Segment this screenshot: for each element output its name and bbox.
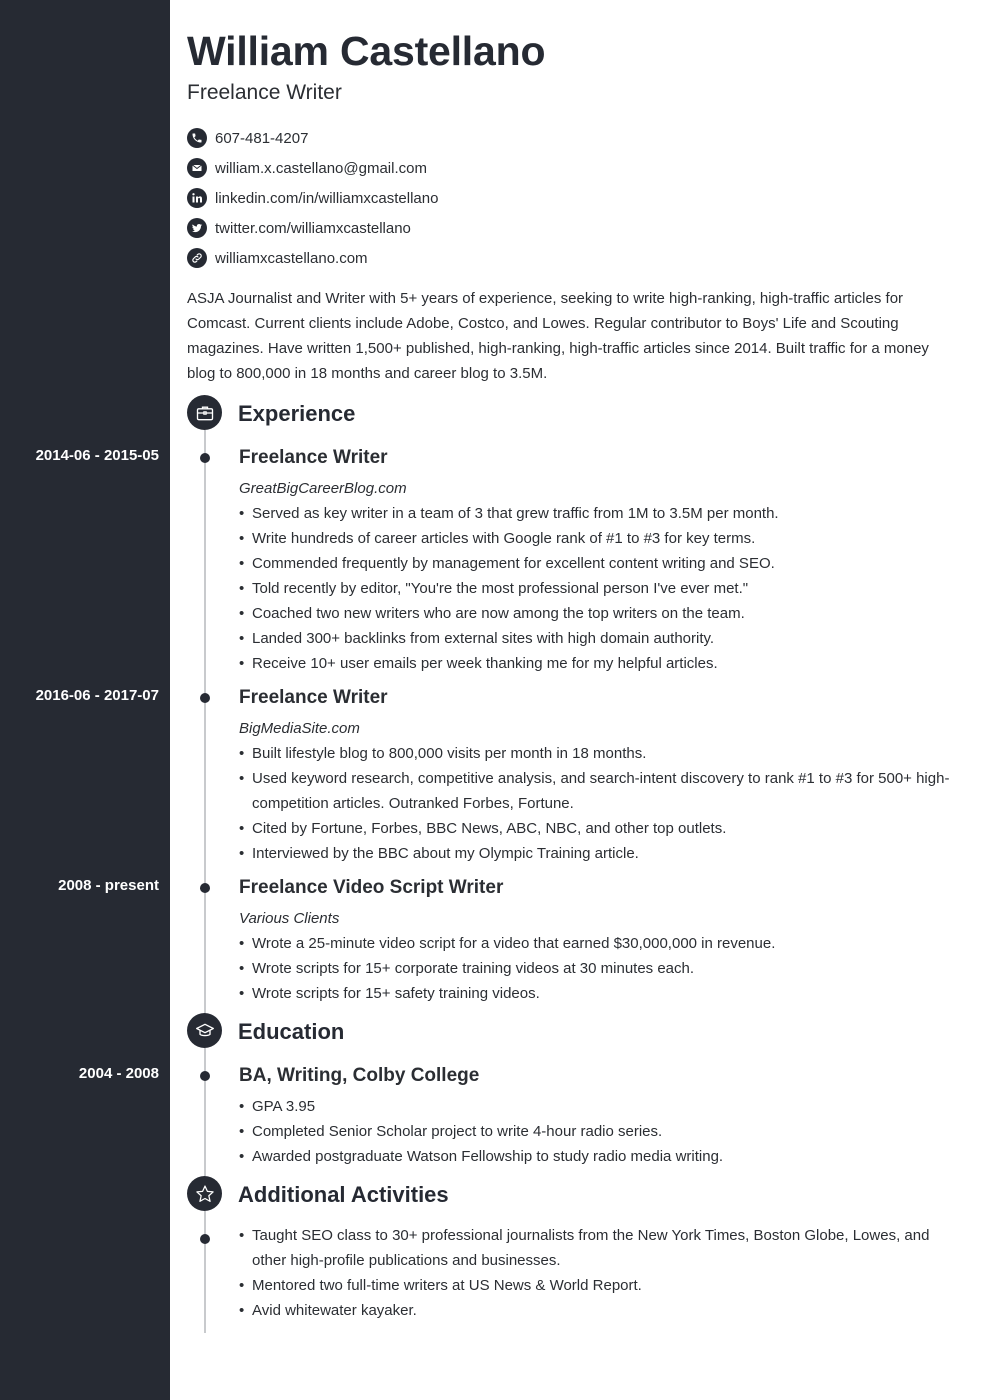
entry-title: Freelance Writer — [239, 687, 388, 708]
bullet-item: • Completed Senior Scholar project to write 4-hour radio series. — [239, 1119, 954, 1144]
timeline-line-education — [204, 1048, 206, 1176]
entry-bullets — [239, 741, 954, 866]
twitter-icon — [187, 218, 207, 238]
entry-date: 2008 - present — [58, 877, 159, 894]
bullet-item: • Interviewed by the BBC about my Olympic Training article. — [239, 841, 954, 866]
timeline-dot — [200, 1071, 210, 1081]
bullet-item: • Avid whitewater kayaker. — [239, 1298, 954, 1323]
education-heading: Education — [238, 1019, 345, 1044]
bullet-item: • GPA 3.95 — [239, 1094, 954, 1119]
entry-title: BA, Writing, Colby College — [239, 1065, 480, 1086]
entry-date: 2016-06 - 2017-07 — [35, 687, 159, 704]
experience-heading: Experience — [238, 401, 356, 426]
bullet-item: • Taught SEO class to 30+ professional journalists from the New York Times, Boston Globe, Lowes, and other high-profile publications and businesses. — [239, 1223, 954, 1273]
contact-email-text: william.x.castellano@gmail.com — [215, 159, 427, 177]
experience-entry — [239, 687, 954, 866]
bullet-item: • Commended frequently by management for excellent content writing and SEO. — [239, 551, 954, 576]
bullet-item: • Wrote scripts for 15+ corporate training videos at 30 minutes each. — [239, 956, 954, 981]
link-icon — [187, 248, 207, 268]
bullet-item: • Awarded postgraduate Watson Fellowship to study radio media writing. — [239, 1144, 954, 1169]
entry-company: GreatBigCareerBlog.com — [239, 480, 407, 497]
bullet-item: • Write hundreds of career articles with Google rank of #1 to #3 for key terms. — [239, 526, 954, 551]
briefcase-icon — [187, 395, 222, 430]
entry-bullets — [239, 1094, 954, 1169]
timeline-dot — [200, 883, 210, 893]
phone-icon — [187, 128, 207, 148]
contact-twitter[interactable] — [187, 213, 438, 243]
contact-list — [187, 123, 438, 273]
entry-date: 2014-06 - 2015-05 — [35, 447, 159, 464]
candidate-name: William Castellano — [187, 28, 546, 74]
contact-phone[interactable] — [187, 123, 438, 153]
contact-website[interactable] — [187, 243, 438, 273]
entry-bullets — [239, 501, 954, 676]
entry-bullets — [239, 1223, 954, 1323]
bullet-item: • Used keyword research, competitive analysis, and search-intent discovery to rank #1 to #3 for 500+ high-competition articles. Outranked Forbes, Fortune. — [239, 766, 954, 816]
contact-email[interactable] — [187, 153, 438, 183]
bullet-item: • Receive 10+ user emails per week thanking me for my helpful articles. — [239, 651, 954, 676]
experience-entry — [239, 447, 954, 676]
bullet-item: • Built lifestyle blog to 800,000 visits per month in 18 months. — [239, 741, 954, 766]
entry-title: Freelance Writer — [239, 447, 388, 468]
bullet-item: • Told recently by editor, "You're the most professional person I've ever met." — [239, 576, 954, 601]
activities-entry — [239, 1223, 954, 1323]
graduation-cap-icon — [187, 1013, 222, 1048]
entry-date: 2004 - 2008 — [78, 1065, 159, 1082]
contact-linkedin[interactable] — [187, 183, 438, 213]
timeline-dot — [200, 1234, 210, 1244]
timeline-dot — [200, 693, 210, 703]
star-icon — [187, 1176, 222, 1211]
linkedin-icon — [187, 188, 207, 208]
bullet-item: • Coached two new writers who are now among the top writers on the team. — [239, 601, 954, 626]
timeline-line-experience — [204, 430, 206, 1014]
contact-website-text: williamxcastellano.com — [215, 249, 368, 267]
profile-summary: ASJA Journalist and Writer with 5+ years of experience, seeking to write high-ranking, high-traffic articles for Comcast. Current clients include Adobe, Costco, and Lowes. Regular contributor to Boys' Life and Scouting magazines. Have written 1,500+ published, high-ranking, high-traffic articles since 2014. Built traffic for a money blog to 800,000 in 18 months and career blog to 3.5M. — [187, 290, 929, 382]
contact-linkedin-text: linkedin.com/in/williamxcastellano — [215, 189, 439, 207]
timeline-line-activities — [204, 1211, 206, 1333]
bullet-item: • Wrote a 25-minute video script for a video that earned $30,000,000 in revenue. — [239, 931, 954, 956]
job-title: Freelance Writer — [187, 81, 342, 104]
entry-title: Freelance Video Script Writer — [239, 877, 504, 898]
activities-heading: Additional Activities — [238, 1182, 449, 1207]
email-icon — [187, 158, 207, 178]
bullet-item: • Cited by Fortune, Forbes, BBC News, ABC, NBC, and other top outlets. — [239, 816, 954, 841]
entry-bullets — [239, 931, 954, 1006]
bullet-item: • Wrote scripts for 15+ safety training videos. — [239, 981, 954, 1006]
education-entry — [239, 1065, 954, 1169]
experience-entry — [239, 877, 954, 1006]
contact-phone-text: 607-481-4207 — [215, 129, 309, 147]
entry-company: Various Clients — [239, 910, 340, 927]
entry-company: BigMediaSite.com — [239, 720, 360, 737]
contact-twitter-text: twitter.com/williamxcastellano — [215, 219, 411, 237]
bullet-item: • Mentored two full-time writers at US News & World Report. — [239, 1273, 954, 1298]
bullet-item: • Landed 300+ backlinks from external sites with high domain authority. — [239, 626, 954, 651]
bullet-item: • Served as key writer in a team of 3 that grew traffic from 1M to 3.5M per month. — [239, 501, 954, 526]
timeline-dot — [200, 453, 210, 463]
